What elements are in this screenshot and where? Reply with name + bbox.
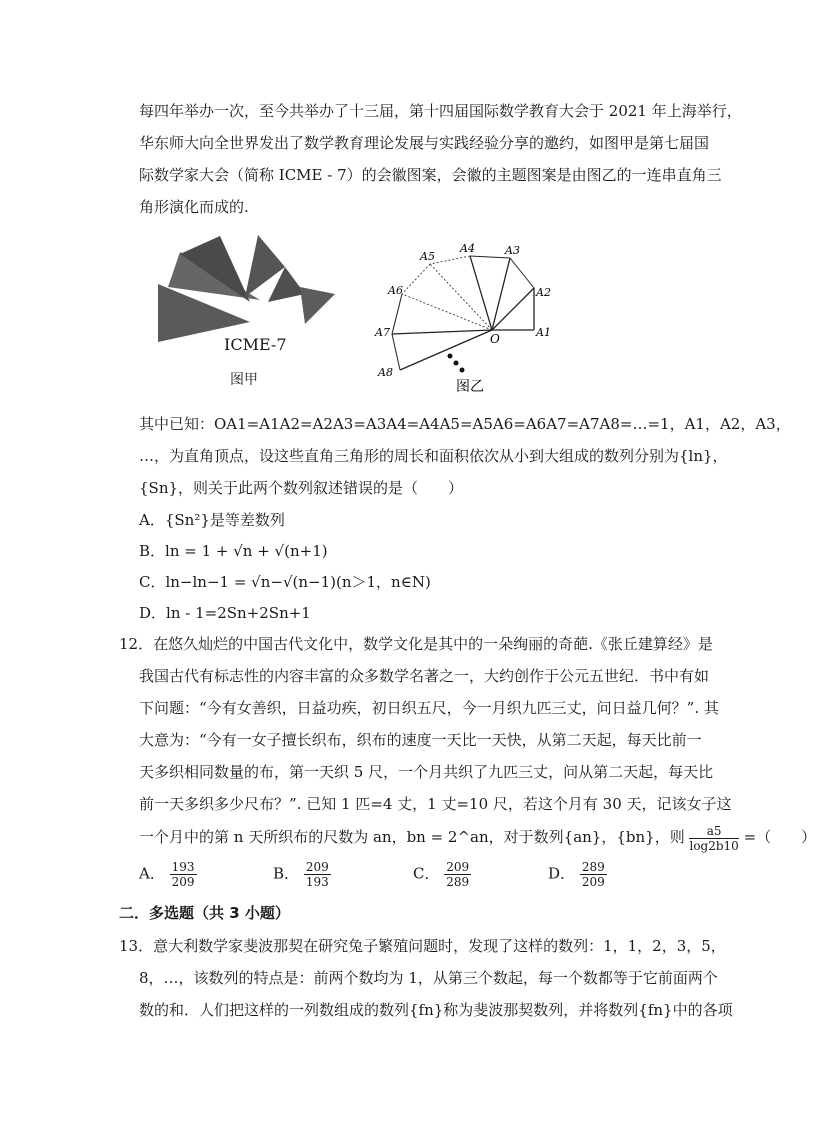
q12-frac-num: a5 <box>689 824 738 839</box>
q12-option-b-frac <box>304 860 331 889</box>
figure-yi <box>370 236 580 401</box>
label-a6: A6 <box>388 284 403 297</box>
q12-option-c-num: 209 <box>446 860 470 874</box>
q13-line-1: 13．意大利数学家斐波那契在研究兔子繁殖问题时，发现了这样的数列：1，1，2，3，5， <box>119 937 726 955</box>
q12-option-a-den: 209 <box>171 875 195 889</box>
label-a2: A2 <box>536 286 551 299</box>
q11-option-b[interactable]: B．ln = 1 + √n + √(n+1) <box>139 542 328 560</box>
label-a7: A7 <box>375 326 390 339</box>
label-a3: A3 <box>505 244 520 257</box>
intro-line-2: 华东师大向全世界发出了数学教育理论发展与实践经验分享的邀约，如图甲是第七届国 <box>139 134 710 152</box>
q12-last-suffix: =（ ） <box>743 828 816 846</box>
figure-jia-logo: ICME-7 <box>224 335 287 354</box>
q12-option-d-num: 289 <box>581 860 605 874</box>
q12-fraction <box>689 824 738 853</box>
label-a1: A1 <box>536 326 551 339</box>
figure-yi-caption: 图乙 <box>456 379 484 395</box>
intro-line-4: 角形演化而成的. <box>139 198 249 216</box>
q12-line-7 <box>139 822 816 853</box>
q12-option-d[interactable] <box>548 860 607 889</box>
q12-last-prefix: 一个月中的第 n 天所织布的尺数为 an，bn = 2^an，对于数列{an}，{bn}，则 <box>139 828 685 846</box>
q12-option-c-label: C． <box>413 864 440 883</box>
q12-option-b-num: 209 <box>305 860 329 874</box>
label-a4: A4 <box>460 242 475 255</box>
q12-option-c-den: 289 <box>446 875 470 889</box>
q11-option-d[interactable]: D．ln - 1=2Sn+2Sn+1 <box>139 604 311 622</box>
logo-triangle-6 <box>300 287 335 324</box>
q12-option-d-den: 209 <box>581 875 605 889</box>
q12-option-c-frac <box>444 860 471 889</box>
q12-line-4: 大意为：“今有一女子擅长织布，织布的速度一天比一天快，从第二天起，每天比前一 <box>139 731 702 749</box>
q12-line-6: 前一天多织多少尺布？”. 已知 1 匹=4 丈，1 丈=10 尺，若这个月有 30 天，记该女子这 <box>139 795 732 813</box>
q12-option-b-den: 193 <box>305 875 329 889</box>
section-header-multi-choice: 二．多选题（共 3 小题） <box>119 904 290 922</box>
q13-line-2: 8，…，该数列的特点是：前两个数均为 1，从第三个数起，每一个数都等于它前面两个 <box>139 969 718 987</box>
q11-known-3: {Sn}，则关于此两个数列叙述错误的是（ ） <box>139 479 464 497</box>
intro-line-3: 际数学家大会（简称 ICME - 7）的会徽图案，会徽的主题图案是由图乙的一连串直角三 <box>139 166 722 184</box>
q11-option-c[interactable]: C．ln−ln−1 = √n−√(n−1)(n＞1，n∈N) <box>139 573 431 591</box>
q12-option-d-frac <box>580 860 607 889</box>
q12-line-5: 天多织相同数量的布，第一天织 5 尺，一个月共织了九匹三丈，问从第二天起，每天比 <box>139 763 714 781</box>
q12-line-2: 我国古代有标志性的内容丰富的众多数学名著之一，大约创作于公元五世纪．书中有如 <box>139 667 710 685</box>
label-o: O <box>490 332 500 346</box>
q12-option-c[interactable] <box>413 860 471 889</box>
figure-jia <box>150 232 350 397</box>
q11-known-2: …，为直角顶点，设这些直角三角形的周长和面积依次从小到大组成的数列分别为{ln}， <box>139 447 728 465</box>
q11-known-1: 其中已知：OA1=A1A2=A2A3=A3A4=A4A5=A5A6=A6A7=A7A8=…=1，A1，A2，A3， <box>139 415 791 433</box>
q12-line-3: 下问题：“今有女善织，日益功疾，初日织五尺，今一月织九匹三丈，问日益几何？”. 其 <box>139 699 719 717</box>
q12-option-d-label: D． <box>548 864 576 883</box>
q11-option-a[interactable]: A．{Sn²}是等差数列 <box>139 511 285 529</box>
q12-option-b[interactable] <box>273 860 331 889</box>
label-a5: A5 <box>420 250 435 263</box>
figure-jia-caption: 图甲 <box>230 372 258 388</box>
q13-line-3: 数的和．人们把这样的一列数组成的数列{fn}称为斐波那契数列，并将数列{fn}中的各项 <box>139 1001 733 1019</box>
label-a8: A8 <box>378 366 393 379</box>
q12-option-a-label: A． <box>139 864 165 883</box>
q12-option-a-num: 193 <box>171 860 195 874</box>
q12-option-a[interactable] <box>139 860 197 889</box>
q12-line-1: 12．在悠久灿烂的中国古代文化中，数学文化是其中的一朵绚丽的奇葩.《张丘建算经》是 <box>119 635 713 653</box>
intro-line-1: 每四年举办一次，至今共举办了十三届，第十四届国际数学教育大会于 2021 年上海举行， <box>139 102 742 120</box>
q12-option-b-label: B． <box>273 864 300 883</box>
q12-frac-den: log2b10 <box>689 838 739 853</box>
q12-option-a-frac <box>170 860 197 889</box>
